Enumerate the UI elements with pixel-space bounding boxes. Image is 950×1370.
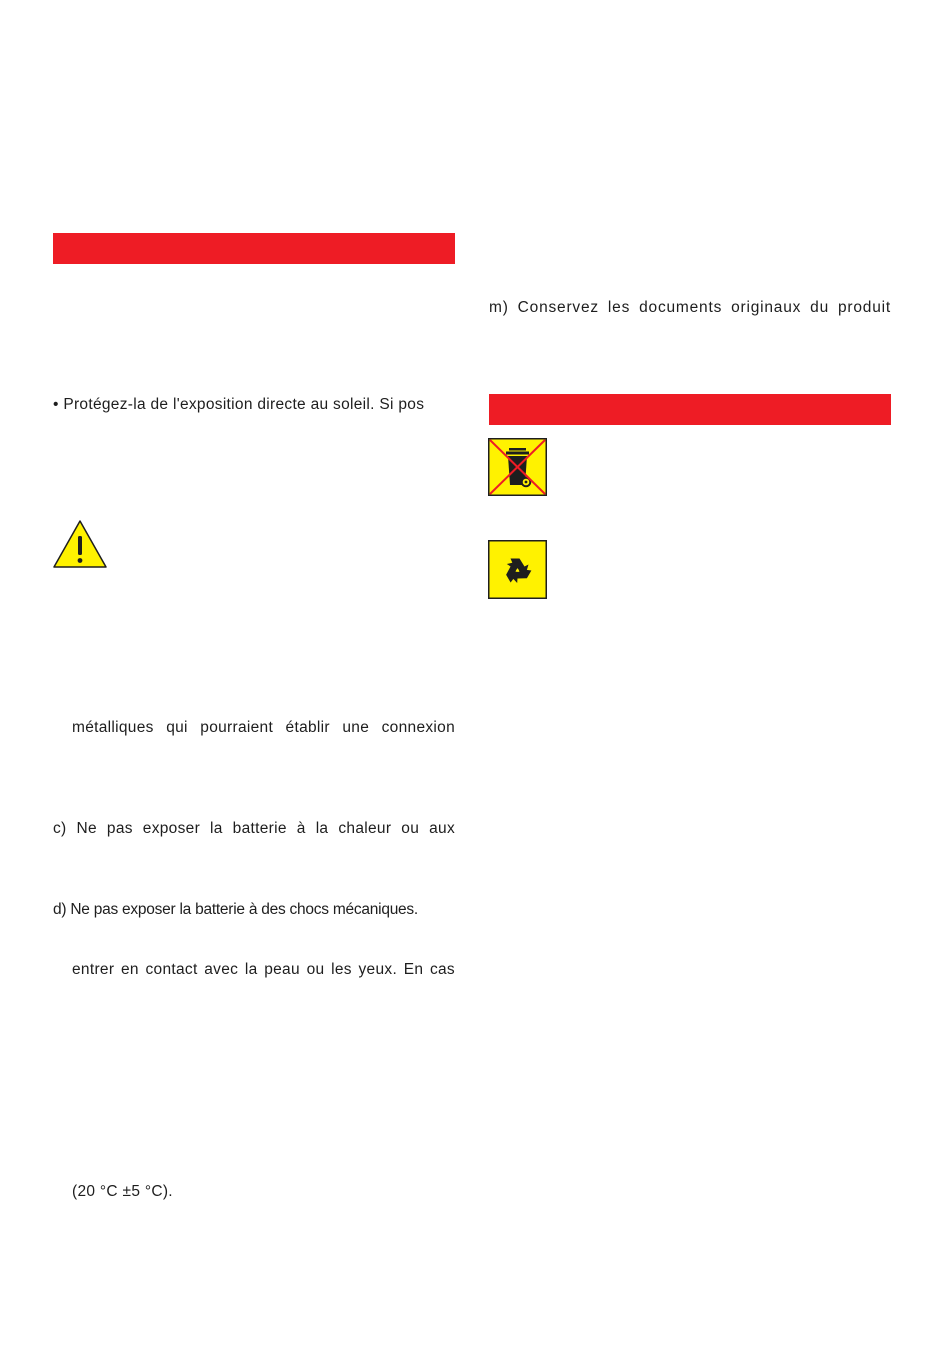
section-header-bar-left — [53, 233, 455, 264]
recycle-icon — [488, 540, 547, 599]
text-line-d: d) Ne pas exposer la batterie à des chocs mécaniques. — [53, 901, 418, 918]
text-line-contact: entrer en contact avec la peau ou les yeux. En cas — [72, 961, 455, 978]
crossed-out-bin-icon — [488, 438, 547, 496]
text-line-temp: (20 °C ±5 °C). — [72, 1183, 173, 1200]
warning-triangle-icon — [52, 519, 108, 569]
text-line-metal: métalliques qui pourraient établir une connexion — [72, 719, 455, 736]
section-header-bar-right — [489, 394, 891, 425]
text-line-sun: • Protégez-la de l'exposition directe au soleil. Si pos — [53, 396, 425, 413]
text-line-c: c) Ne pas exposer la batterie à la chaleur ou aux — [53, 820, 455, 837]
text-line-m: m) Conservez les documents originaux du produit — [489, 299, 891, 316]
